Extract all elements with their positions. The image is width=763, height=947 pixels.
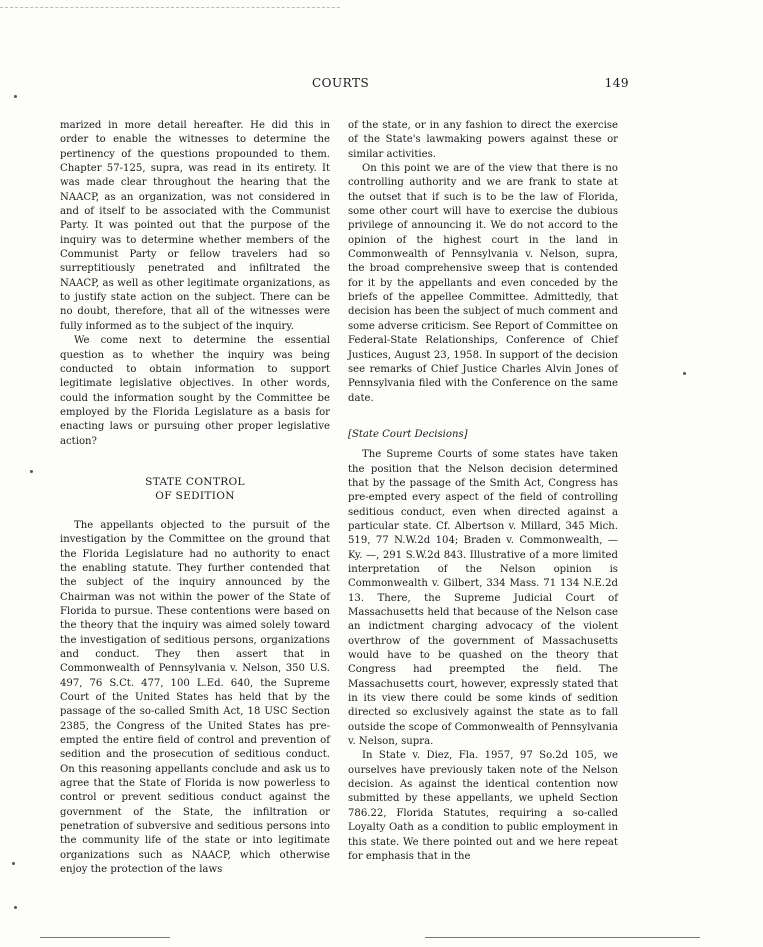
- page-number: 149: [604, 76, 629, 90]
- left-paragraph-2: We come next to determine the essential question as to whether the inquiry was being conducted to obtain information to support legitimate legislative objectives. In other words, could the information sought by the Committee be employed by the Florida Legislature as a basis for enacting laws or pursuing other proper legislative action?: [60, 335, 330, 447]
- scan-speck: [30, 470, 33, 473]
- subheading: [State Court Decisions]: [348, 428, 468, 440]
- scan-speck: [14, 95, 17, 98]
- scan-speck: [14, 906, 17, 909]
- right-paragraph-4: In State v. Diez, Fla. 1957, 97 So.2d 105, we ourselves have previously taken note of the Nelson decision. As against the identical contention now submitted by these appellants, we upheld Section 786.22, Florida Statutes, requiring a so-called Loyalty Oath as a condition to public employment in this state. We there pointed out and we here repeat for emphasis that in the: [348, 750, 618, 862]
- left-paragraph-1: marized in more detail hereafter. He did this in order to enable the witnesses to determine the pertinency of the questions propounded to them. Chapter 57-125, supra, was read in its entirety. It was made clear throughout the hearing that the NAACP, as an organization, was not considered in and of itself to be associated with the Communist Party. It was pointed out that the purpose of the inquiry was to determine whether members of the Communist Party or fellow travelers had so surreptitiously penetrated and infiltrated the NAACP, as well as other legitimate organizations, as to justify state action on the subject. There can be no doubt, therefore, that all of the witnesses were fully informed as to the subject of the inquiry.: [60, 120, 330, 332]
- top-scan-rule: [0, 7, 340, 8]
- right-paragraph-2: On this point we are of the view that there is no controlling authority and we are frank to state at the outset that if such is to be the law of Florida, some other court will have to exercise the dubious privilege of announcing it. We do not accord to the opinion of the highest court in the land in Commonwealth of Pennsylvania v. Nelson, supra, the broad comprehensive sweep that is contended for it by the appellants and even conceded by the briefs of the appellee Committee. Admittedly, that decision has been the subject of much comment and some adverse criticism. See Report of Committee on Federal-State Relationships, Conference of Chief Justices, August 23, 1958. In support of the decision see remarks of Chief Justice Charles Alvin Jones of Pennsylvania filed with the Conference on the same date.: [348, 163, 618, 404]
- bottom-scan-rule-right: [425, 937, 700, 938]
- section-heading-line-2: OF SEDITION: [155, 489, 235, 502]
- scan-speck: [12, 862, 15, 865]
- right-paragraph-3: The Supreme Courts of some states have taken the position that the Nelson decision determined that by the passage of the Smith Act, Congress has pre-empted every aspect of the field of controlling seditious conduct, even when directed against a particular state. Cf. Albertson v. Millard, 345 Mich. 519, 77 N.W.2d 104; Braden v. Commonwealth, — Ky. —, 291 S.W.2d 843. Illustrative of a more limited interpretation of the Nelson opinion is Commonwealth v. Gilbert, 334 Mass. 71 134 N.E.2d 13. There, the Supreme Judicial Court of Massachusetts held that because of the Nelson case an indictment charging advocacy of the violent overthrow of the government of Massachusetts would have to be quashed on the theory that Congress had preempted the field. The Massachusetts court, however, expressly stated that in its view there could be some kinds of sedition directed so exclusively against the state as to fall outside the scope of Commonwealth of Pennsylvania v. Nelson, supra.: [348, 449, 618, 748]
- running-title: COURTS: [312, 76, 370, 90]
- right-column: [348, 119, 618, 864]
- left-column: [60, 119, 330, 878]
- left-paragraph-3: The appellants objected to the pursuit of the investigation by the Committee on the ground that the Florida Legislature had no authority to enact the enabling statute. They further contended that the subject of the inquiry announced by the Chairman was not within the power of the State of Florida to pursue. These contentions were based on the theory that the inquiry was aimed solely toward the investigation of seditious persons, organizations and conduct. They then assert that in Commonwealth of Pennsylvania v. Nelson, 350 U.S. 497, 76 S.Ct. 477, 100 L.Ed. 640, the Supreme Court of the United States has held that by the passage of the so-called Smith Act, 18 USC Section 2385, the Congress of the United States has pre-empted the entire field of control and prevention of sedition and the prosecution of seditious conduct. On this reasoning appellants conclude and ask us to agree that the State of Florida is now powerless to control or prevent seditious conduct against the government of the State, the infiltration or penetration of subversive and seditious persons into the community life of the state or into legitimate organizations such as NAACP, which otherwise enjoy the protection of the laws: [60, 519, 330, 876]
- right-paragraph-1: of the state, or in any fashion to direct the exercise of the State's lawmaking powers against these or similar activities.: [348, 120, 618, 160]
- section-heading: [60, 475, 330, 503]
- scan-speck: [683, 372, 686, 375]
- bottom-scan-rule-left: [40, 937, 170, 938]
- section-heading-line-1: STATE CONTROL: [145, 475, 245, 488]
